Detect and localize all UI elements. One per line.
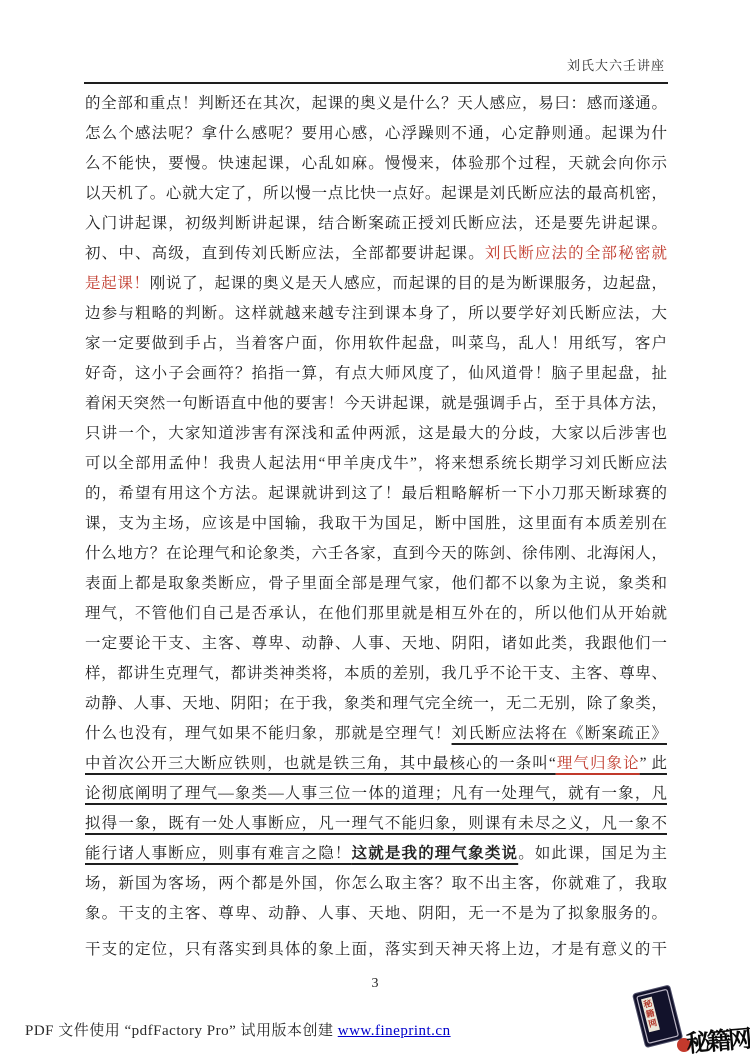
body-line: [85, 119, 667, 149]
body-line: [85, 479, 667, 509]
text-segment: 只讲一个，大家知道涉害有深浅和孟仲两派，这是最大的分歧，大家以后涉害也: [85, 425, 667, 442]
header-title: 刘氏大六壬讲座: [566, 58, 665, 73]
body-line: [85, 935, 667, 965]
logo-calligraphy-text: 秘籍网: [685, 1026, 750, 1058]
body-line: [85, 749, 667, 779]
body-line: [85, 149, 667, 179]
body-line: [85, 299, 667, 329]
text-segment: 干支的定位，只有落实到具体的象上面，落实到天神天将上边，才是有意义的干: [85, 941, 667, 958]
body-line: [85, 449, 667, 479]
text-segment: 着闲天突然一句断语直中他的要害！今天讲起课，就是强调手占，至于具体方法，: [85, 395, 667, 412]
body-line: [85, 269, 667, 299]
body-line: [85, 689, 667, 719]
body-line: [85, 509, 667, 539]
text-segment: 这就是我的理气象类说: [351, 845, 519, 862]
body-line: [85, 539, 667, 569]
body-line: [85, 359, 667, 389]
body-line: [85, 719, 667, 749]
book-icon: [633, 985, 683, 1048]
text-segment: 以天机了。心就大定了，所以慢一点比快一点好。起课是刘氏断应法的最高机密，: [85, 185, 667, 202]
body-line: [85, 599, 667, 629]
text-segment: 拟得一象，既有一处人事断应，凡一理气不能归象，则课有未尽之义，凡一象不: [85, 815, 667, 832]
text-segment: 象。干支的主客、尊卑、动静、人事、天地、阴阳，无一不是为了拟象服务的。: [85, 905, 667, 922]
text-segment: 边参与粗略的判断。这样就越来越专注到课本身了，所以要学好刘氏断应法，大: [85, 305, 667, 322]
body-line: [85, 809, 667, 839]
text-segment: 。如此课，国足为主: [518, 845, 667, 862]
body-line: [85, 779, 667, 809]
text-segment: 的全部和重点！判断还在其次，起课的奥义是什么？天人感应，易曰：感而遂通。: [85, 95, 667, 112]
header-rule: [84, 82, 668, 84]
text-segment: 的，希望有用这个方法。起课就讲到这了！最后粗略解析一下小刀那天断球赛的: [85, 485, 667, 502]
text-segment: 入门讲起课，初级判断讲起课，结合断案疏正授刘氏断应法，还是要先讲起课。: [85, 215, 667, 232]
mijiwang-logo: [625, 984, 750, 1061]
text-segment: 理气归象论: [555, 755, 640, 772]
text-segment: 什么也没有，理气如果不能归象，那就是空理气！: [85, 725, 452, 742]
body-line: [85, 209, 667, 239]
text-segment: 理气，不管他们自己是否承认，在他们那里就是相互外在的，所以他们从开始就: [85, 605, 667, 622]
body-line: [85, 89, 667, 119]
text-segment: 场，新国为客场，两个都是外国，你怎么取主客？取不出主客，你就难了，我取: [85, 875, 667, 892]
text-segment: 中首次公开三大断应铁则，也就是铁三角，其中最核心的一条叫“: [85, 755, 556, 772]
text-segment: 刚说了，起课的奥义是天人感应，而起课的目的是为断课服务，边起盘，: [149, 275, 667, 292]
body-line: [85, 569, 667, 599]
text-segment: 论彻底阐明了理气—象类—人事三位一体的道理；凡有一处理气，就有一象，凡: [85, 785, 667, 802]
body-line: [85, 389, 667, 419]
body-line: [85, 839, 667, 869]
text-segment: 什么地方？在论理气和论象类，六壬各家，直到今天的陈剑、徐伟刚、北海闲人，: [85, 545, 667, 562]
text-segment: 能行诸人事断应，则事有难言之隐！: [85, 845, 352, 862]
text-segment: ” 此: [639, 755, 667, 772]
text-segment: 一定要论干支、主客、尊卑、动静、人事、天地、阴阳，诸如此类，我跟他们一: [85, 635, 667, 652]
text-segment: 么不能快，要慢。快速起课，心乱如麻。慢慢来，体验那个过程，天就会向你示: [85, 155, 667, 172]
book-label: 秘籍网: [642, 997, 658, 1030]
body-line: [85, 659, 667, 689]
text-segment: 是起课！: [85, 275, 150, 292]
text-segment: 表面上都是取象类断应，骨子里面全部是理气家，他们都不以象为主说，象类和: [85, 575, 667, 592]
body-line: [85, 239, 667, 269]
page-number: 3: [371, 976, 379, 991]
body-line: [85, 329, 667, 359]
text-segment: 刘氏断应法的全部秘密就: [484, 245, 667, 262]
text-segment: 可以全部用孟仲！我贵人起法用“甲羊庚戊牛”，将来想系统长期学习刘氏断应法: [85, 455, 667, 472]
text-segment: 样，都讲生克理气，都讲类神类将，本质的差别，我几乎不论干支、主客、尊卑、: [85, 665, 667, 682]
text-segment: 初、中、高级，直到传刘氏断应法，全部都要讲起课。: [85, 245, 485, 262]
text-segment: 怎么个感法呢？拿什么感呢？要用心感，心浮躁则不通，心定静则通。起课为什: [85, 125, 667, 142]
footer-note: [25, 1019, 451, 1040]
text-segment: 好奇，这小子会画符？掐指一算，有点大师风度了，仙风道骨！脑子里起盘，扯: [85, 365, 667, 382]
body-line: [85, 179, 667, 209]
body-line: [85, 869, 667, 899]
text-segment: 动静、人事、天地、阴阳；在于我，象类和理气完全统一，无二无别，除了象类，: [85, 695, 667, 712]
body-line: [85, 419, 667, 449]
text-segment: 课，支为主场，应该是中国输，我取干为国足，断中国胜，这里面有本质差别在: [85, 515, 667, 532]
body-line: [85, 899, 667, 929]
text-segment: 刘氏断应法将在《断案疏正》: [451, 725, 667, 742]
text-segment: 家一定要做到手占，当着客户面，你用软件起盘，叫菜鸟，乱人！用纸写，客户: [85, 335, 667, 352]
footer-text: PDF 文件使用 “pdfFactory Pro” 试用版本创建: [25, 1023, 338, 1039]
footer-link[interactable]: www.fineprint.cn: [337, 1023, 451, 1039]
body-text: [85, 89, 667, 965]
body-line: [85, 629, 667, 659]
